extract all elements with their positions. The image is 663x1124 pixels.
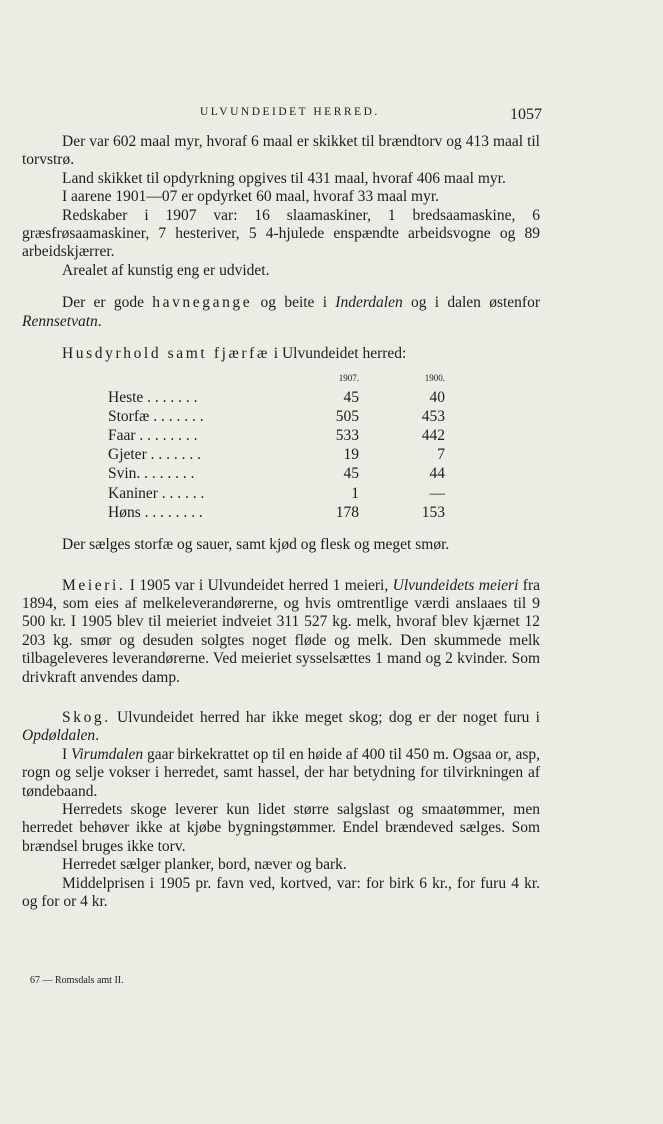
- table-row: Heste . . . . . . . 45 40: [108, 388, 445, 406]
- paragraph-skog: Skog. Ulvundeidet herred har ikke meget skog; dog er der noget furu i Opdøldalen.: [22, 709, 540, 745]
- paragraph-middelprisen: Middelprisen i 1905 pr. favn ved, kortved, var: for birk 6 kr., for furu 4 kr. og for or 4 kr.: [22, 874, 540, 911]
- place-virumdalen: Virumdalen: [71, 745, 144, 763]
- table-row: Svin. . . . . . . . 45 44: [108, 465, 445, 483]
- year-1907: 1907.: [338, 373, 359, 384]
- livestock-heading: Husdyrhold samt fjærfæ i Ulvundeidet herred:: [62, 345, 407, 363]
- section-title-skog: Skog.: [62, 709, 111, 727]
- table-row: Gjeter . . . . . . . 19 7: [108, 446, 445, 464]
- paragraph-planker: Herredet sælger planker, bord, næver og bark.: [62, 856, 347, 874]
- paragraph-redskaber: Redskaber i 1907 var: 16 slaamaskiner, 1 bredsaamaskine, 6 græsfrøsaamaskiner, 7 hesteriver, 5 4-hjulede enspændte arbeidsvogne og 89 arbeidskjærrer.: [22, 206, 540, 261]
- paragraph-virumdalen: I Virumdalen gaar birkekrattet op til en høide af 400 til 450 m. Ogsaa or, asp, rogn og selje vokser i herredet, samt hassel, der har betydning for tilvirkningen af tøndebaand.: [22, 745, 540, 800]
- meieri-name: Ulvundeidets meieri: [392, 576, 519, 594]
- paragraph-skoge: Herredets skoge leverer kun lidet større salgslast og smaatømmer, men herredet behøver ikke at kjøbe bygningstømmer. Endel brændeved sælges. Som brændsel bruges ikke torv.: [22, 801, 540, 855]
- place-rennsetvatn: Rennsetvatn: [22, 312, 98, 330]
- paragraph-myr: Der var 602 maal myr, hvoraf 6 maal er skikket til brændtorv og 413 maal til torvstrø.: [22, 133, 540, 169]
- body-text: [22, 133, 540, 912]
- place-inderdalen: Inderdalen: [335, 294, 403, 312]
- livestock-note: Der sælges storfæ og sauer, samt kjød og flesk og meget smør.: [62, 536, 450, 554]
- livestock-table: [108, 369, 445, 522]
- table-year-header: [108, 369, 445, 387]
- footer-signature: 67 — Romsdals amt II.: [30, 975, 124, 986]
- place-opdoldalen: Opdøldalen: [22, 727, 96, 745]
- paragraph-land: Land skikket til opdyrkning opgives til 431 maal, hvoraf 406 maal myr.: [62, 169, 506, 187]
- paragraph-arealet: Arealet af kunstig eng er udvidet.: [62, 261, 270, 279]
- table-row: Storfæ . . . . . . . 505 453: [108, 407, 445, 425]
- running-header-title: ULVUNDEIDET HERRED.: [200, 106, 380, 118]
- paragraph-opdyrket: I aarene 1901—07 er opdyrket 60 maal, hvoraf 33 maal myr.: [62, 188, 440, 206]
- table-row: Kaniner . . . . . . 1 —: [108, 484, 445, 502]
- table-row: Faar . . . . . . . . 533 442: [108, 427, 445, 445]
- paragraph-havnegange: Der er gode havnegange og beite i Inderdalen og i dalen østenfor Rennsetvatn.: [22, 294, 540, 330]
- page-number: 1057: [510, 106, 542, 123]
- paragraph-meieri: Meieri. I 1905 var i Ulvundeidet herred 1 meieri, Ulvundeidets meieri fra 1894, som eies af melkeleverandørerne, og hvis omtrentlige værdi anslaaes til 9 500 kr. I 1905 blev til meieriet indveiet 311 527 kg. melk, hvoraf blev kjærnet 12 203 kg. smør og desuden solgtes noget fløde og melk. Den skummede melk tilbageleveres leverandørerne. Ved meieriet sysselsættes 1 mand og 2 kvinder. Som drivkraft anvendes damp.: [22, 576, 541, 686]
- section-title-meieri: Meieri.: [62, 576, 126, 594]
- year-1900: 1900.: [424, 373, 445, 384]
- table-row: Høns . . . . . . . . 178 153: [108, 503, 445, 521]
